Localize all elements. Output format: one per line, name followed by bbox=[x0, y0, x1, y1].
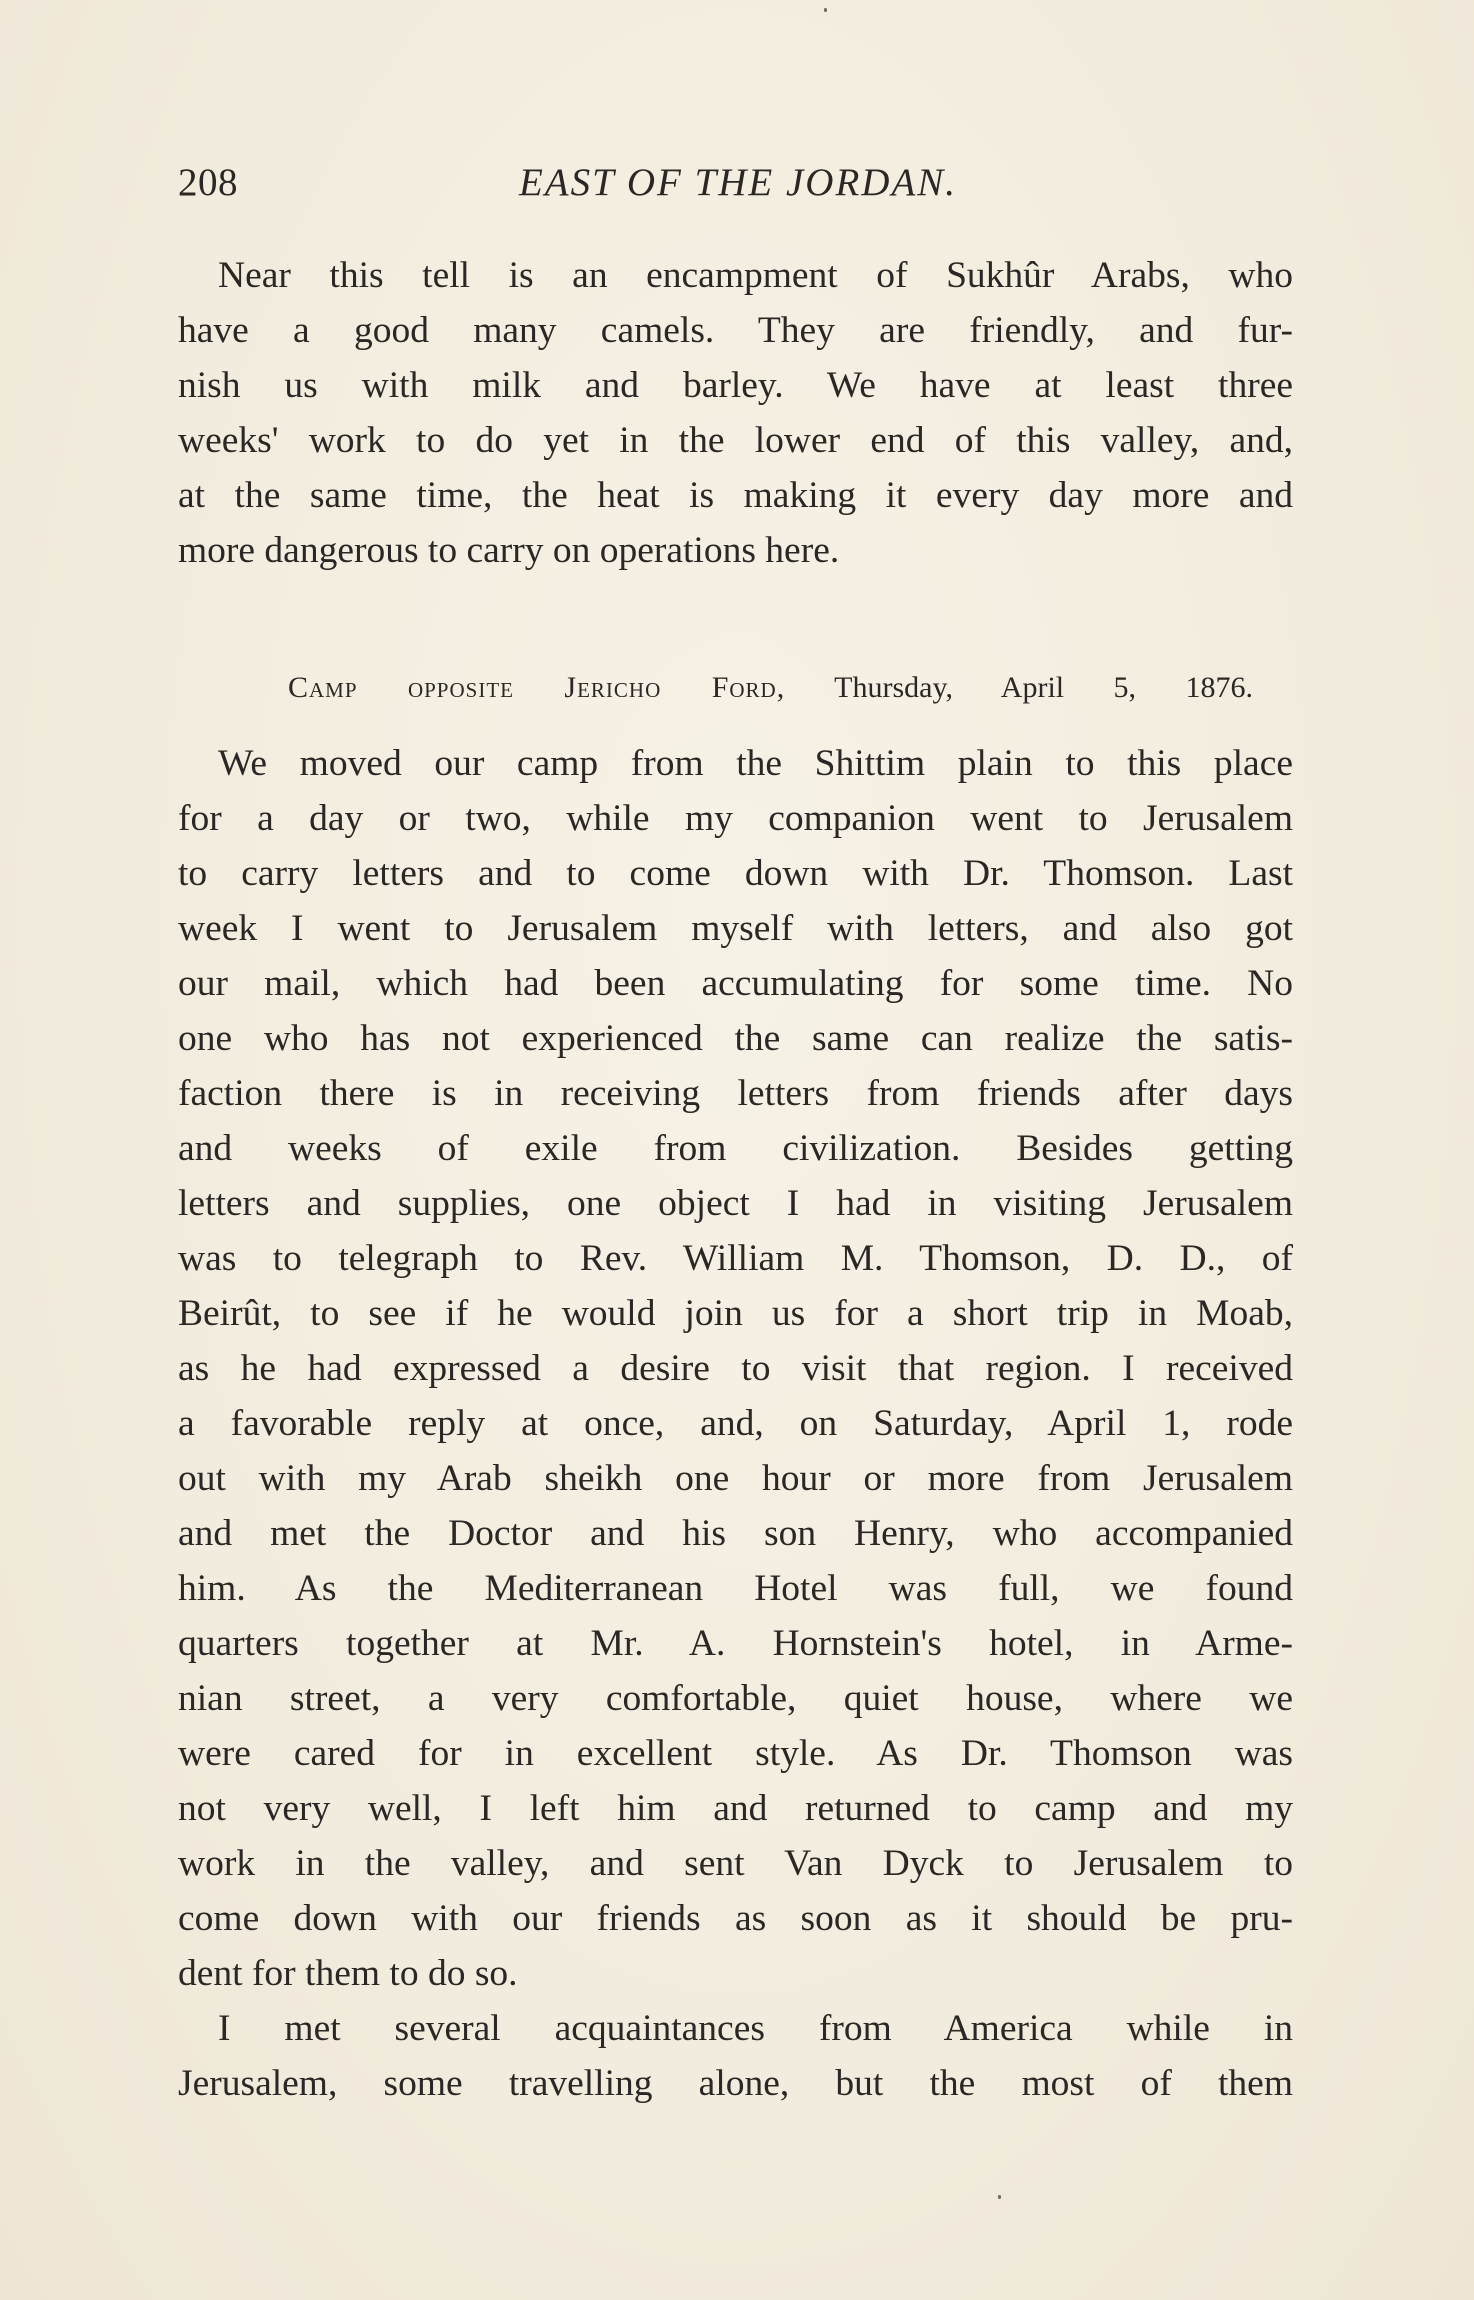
ink-speck-top bbox=[824, 8, 827, 12]
dateline bbox=[288, 664, 1253, 712]
text-line: weeks' work to do yet in the lower end of this valley, and, bbox=[178, 420, 1293, 461]
text-line: at the same time, the heat is making it every day more and bbox=[178, 475, 1293, 516]
text-line: have a good many camels. They are friendly, and fur- bbox=[178, 310, 1293, 351]
text-line: and weeks of exile from civilization. Besides getting bbox=[178, 1128, 1293, 1169]
text-line: dent for them to do so. bbox=[178, 1953, 518, 1994]
text-line: out with my Arab sheikh one hour or more from Jerusalem bbox=[178, 1458, 1293, 1499]
text-line: was to telegraph to Rev. William M. Thomson, D. D., of bbox=[178, 1238, 1293, 1279]
text-line: I met several acquaintances from America while in bbox=[218, 2008, 1293, 2049]
text-line: come down with our friends as soon as it should be pru- bbox=[178, 1898, 1293, 1939]
ink-speck-bottom bbox=[998, 2195, 1001, 2199]
dateline-date: Thursday, April 5, 1876. bbox=[834, 671, 1253, 704]
text-line: as he had expressed a desire to visit that region. I received bbox=[178, 1348, 1293, 1389]
text-line: our mail, which had been accumulating for some time. No bbox=[178, 963, 1293, 1004]
running-head: EAST OF THE JORDAN. bbox=[518, 161, 958, 204]
text-line: work in the valley, and sent Van Dyck to Jerusalem to bbox=[178, 1843, 1293, 1884]
text-line: to carry letters and to come down with Dr. Thomson. Last bbox=[178, 853, 1293, 894]
page-number: 208 bbox=[178, 161, 238, 204]
text-line: more dangerous to carry on operations here. bbox=[178, 530, 840, 571]
text-line: week I went to Jerusalem myself with letters, and also got bbox=[178, 908, 1293, 949]
text-line: a favorable reply at once, and, on Saturday, April 1, rode bbox=[178, 1403, 1293, 1444]
text-line: not very well, I left him and returned to camp and my bbox=[178, 1788, 1293, 1829]
text-line: quarters together at Mr. A. Hornstein's hotel, in Arme- bbox=[178, 1623, 1293, 1664]
text-line: and met the Doctor and his son Henry, who accompanied bbox=[178, 1513, 1293, 1554]
text-line: him. As the Mediterranean Hotel was full, we found bbox=[178, 1568, 1293, 1609]
text-line: faction there is in receiving letters from friends after days bbox=[178, 1073, 1293, 1114]
text-line: We moved our camp from the Shittim plain to this place bbox=[218, 743, 1293, 784]
text-line: letters and supplies, one object I had in visiting Jerusalem bbox=[178, 1183, 1293, 1224]
page-header bbox=[178, 160, 1293, 210]
text-line: Jerusalem, some travelling alone, but the most of them bbox=[178, 2063, 1293, 2104]
text-line: for a day or two, while my companion went to Jerusalem bbox=[178, 798, 1293, 839]
dateline-place: Camp opposite Jericho Ford, bbox=[288, 671, 786, 704]
text-line: Near this tell is an encampment of Sukhûr Arabs, who bbox=[218, 255, 1293, 296]
text-line: were cared for in excellent style. As Dr. Thomson was bbox=[178, 1733, 1293, 1774]
text-line: nish us with milk and barley. We have at least three bbox=[178, 365, 1293, 406]
text-line: one who has not experienced the same can realize the satis- bbox=[178, 1018, 1293, 1059]
text-line: Beirût, to see if he would join us for a short trip in Moab, bbox=[178, 1293, 1293, 1334]
text-line: nian street, a very comfortable, quiet house, where we bbox=[178, 1678, 1293, 1719]
